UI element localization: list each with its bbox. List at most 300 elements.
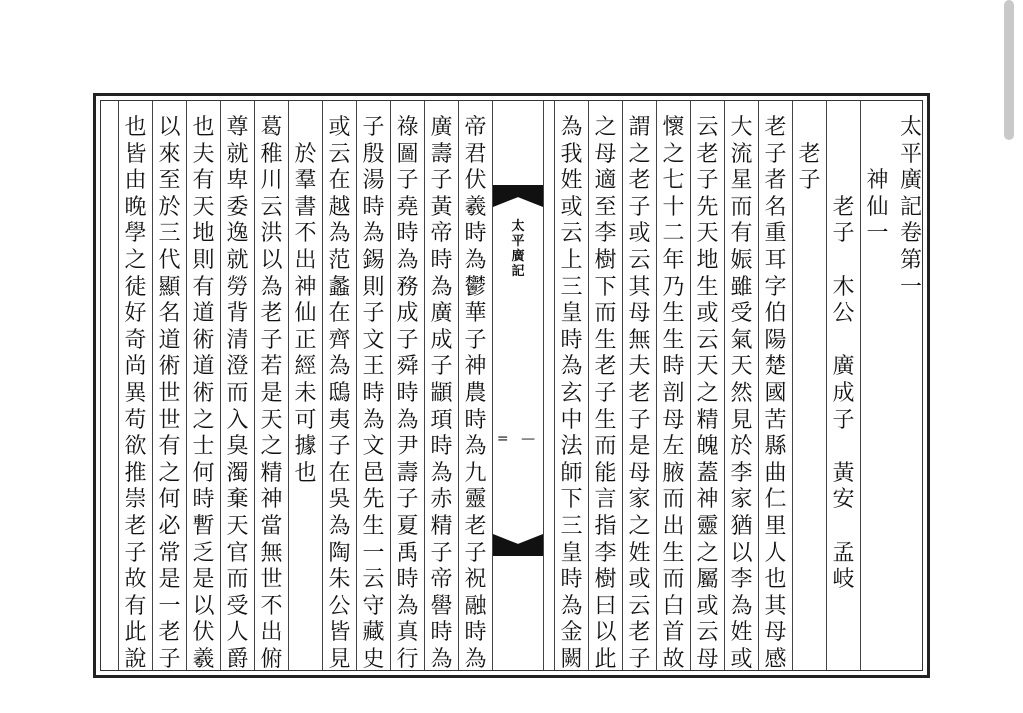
glyph: 人 — [226, 620, 249, 646]
glyph: 成 — [396, 301, 419, 327]
glyph: 堯 — [396, 194, 419, 220]
text-column — [424, 101, 458, 670]
glyph: 吳 — [328, 487, 351, 513]
glyph: 藏 — [362, 620, 385, 646]
glyph: 以 — [594, 620, 617, 646]
glyph: 而 — [662, 567, 685, 593]
glyph: 至 — [158, 168, 181, 194]
glyph: 時 — [662, 354, 685, 380]
glyph: 姓 — [628, 540, 651, 566]
glyph: 岐 — [832, 567, 855, 593]
glyph: 母 — [696, 646, 719, 672]
glyph: 顓 — [430, 380, 453, 406]
glyph: 子 — [158, 646, 181, 672]
glyph: 子 — [628, 646, 651, 672]
glyph: 老 — [464, 513, 487, 539]
glyph: 縣 — [764, 434, 787, 460]
glyph: 母 — [628, 301, 651, 327]
glyph: 為 — [464, 646, 487, 672]
column-text — [900, 115, 922, 301]
glyph: 生 — [362, 513, 385, 539]
glyph: 廣 — [832, 354, 855, 380]
glyph: 星 — [730, 168, 753, 194]
glyph: 是 — [628, 434, 651, 460]
glyph: 出 — [260, 620, 283, 646]
text-segment — [560, 115, 582, 673]
glyph: 神 — [294, 274, 317, 300]
glyph: 為 — [362, 221, 385, 247]
glyph: 而 — [662, 487, 685, 513]
glyph: 世 — [158, 380, 181, 406]
glyph: 無 — [260, 540, 283, 566]
glyph: 川 — [260, 168, 283, 194]
glyph: 精 — [696, 407, 719, 433]
glyph: 此 — [124, 620, 147, 646]
column-text — [730, 115, 752, 673]
glyph: 卷 — [899, 221, 922, 247]
glyph: 家 — [730, 487, 753, 513]
text-column — [588, 101, 622, 670]
book-page — [93, 93, 930, 678]
glyph: 受 — [730, 301, 753, 327]
glyph: 為 — [328, 221, 351, 247]
glyph: 子 — [764, 141, 787, 167]
glyph: 禹 — [396, 540, 419, 566]
glyph: 生 — [594, 407, 617, 433]
glyph: 里 — [764, 513, 787, 539]
glyph: 法 — [560, 434, 583, 460]
glyph: 一 — [362, 540, 385, 566]
text-segment — [328, 115, 350, 673]
glyph: 老 — [260, 301, 283, 327]
glyph: 公 — [832, 301, 855, 327]
glyph: 平 — [899, 141, 922, 167]
glyph: 剖 — [662, 380, 685, 406]
text-column — [458, 101, 492, 670]
glyph: 樹 — [594, 567, 617, 593]
text-segment — [832, 275, 854, 328]
glyph: 澄 — [226, 354, 249, 380]
glyph: 伯 — [764, 301, 787, 327]
glyph: 蠡 — [328, 274, 351, 300]
glyph: 老 — [124, 513, 147, 539]
text-segment — [900, 115, 922, 301]
glyph: 葛 — [260, 115, 283, 140]
glyph: 則 — [192, 247, 215, 273]
glyph: 姓 — [560, 168, 583, 194]
glyph: 年 — [662, 247, 685, 273]
glyph: 生 — [662, 540, 685, 566]
text-segment — [832, 195, 854, 248]
glyph: 言 — [594, 487, 617, 513]
glyph: 楚 — [764, 354, 787, 380]
glyph: 是 — [192, 567, 215, 593]
glyph: 棄 — [226, 487, 249, 513]
glyph: 鴟 — [328, 380, 351, 406]
glyph: 赤 — [430, 487, 453, 513]
glyph: 以 — [260, 247, 283, 273]
glyph: 或 — [628, 221, 651, 247]
glyph: 腋 — [662, 460, 685, 486]
glyph: 子 — [328, 434, 351, 460]
column-text — [260, 115, 282, 673]
text-segment — [832, 354, 854, 434]
glyph: 名 — [764, 194, 787, 220]
glyph: 李 — [594, 221, 617, 247]
glyph: 太 — [899, 115, 922, 140]
text-column — [656, 101, 690, 670]
glyph: 之 — [628, 141, 651, 167]
glyph: 子 — [832, 221, 855, 247]
glyph: 為 — [430, 274, 453, 300]
glyph: 蓋 — [696, 460, 719, 486]
vertical-scrollbar[interactable] — [1004, 0, 1014, 140]
glyph: 一 — [899, 274, 922, 300]
glyph: 第 — [899, 247, 922, 273]
glyph: 能 — [594, 460, 617, 486]
glyph: 在 — [328, 301, 351, 327]
text-segment — [362, 115, 384, 673]
glyph: 經 — [294, 354, 317, 380]
glyph: 老 — [696, 141, 719, 167]
glyph: 人 — [764, 540, 787, 566]
text-segment — [158, 115, 180, 673]
glyph: 融 — [464, 593, 487, 619]
glyph: 先 — [696, 194, 719, 220]
glyph: 於 — [730, 434, 753, 460]
glyph: 云 — [560, 221, 583, 247]
column-text — [560, 115, 582, 673]
text-segment — [730, 115, 752, 673]
glyph: 史 — [362, 646, 385, 672]
page-number: = — — [496, 431, 540, 447]
glyph: 名 — [158, 301, 181, 327]
glyph: 記 — [899, 194, 922, 220]
text-column — [390, 101, 424, 670]
glyph: 苦 — [764, 407, 787, 433]
glyph: 流 — [730, 141, 753, 167]
glyph: 天 — [696, 221, 719, 247]
glyph: 為 — [396, 593, 419, 619]
glyph: 下 — [560, 487, 583, 513]
glyph: 可 — [294, 407, 317, 433]
glyph: 廣 — [430, 301, 453, 327]
glyph: 十 — [662, 194, 685, 220]
glyph: 子 — [464, 540, 487, 566]
text-segment — [124, 115, 146, 673]
text-segment — [226, 115, 248, 673]
glyph: 為 — [396, 407, 419, 433]
glyph: 代 — [158, 247, 181, 273]
column-text — [464, 115, 486, 673]
glyph: 為 — [328, 354, 351, 380]
glyph: 圖 — [396, 141, 419, 167]
glyph: 有 — [124, 593, 147, 619]
text-segment — [832, 461, 854, 514]
glyph: 臭 — [226, 434, 249, 460]
glyph: 子 — [396, 168, 419, 194]
glyph: 太 — [511, 219, 525, 234]
glyph: 下 — [594, 274, 617, 300]
text-column — [860, 101, 894, 670]
glyph: 天 — [696, 354, 719, 380]
glyph: 雖 — [730, 274, 753, 300]
glyph: 見 — [328, 646, 351, 672]
column-text — [696, 115, 718, 673]
glyph: 時 — [396, 380, 419, 406]
glyph: 之 — [124, 247, 147, 273]
glyph: 有 — [730, 221, 753, 247]
glyph: 洪 — [260, 221, 283, 247]
glyph: 者 — [764, 168, 787, 194]
glyph: 子 — [464, 327, 487, 353]
glyph: 當 — [260, 513, 283, 539]
glyph: 為 — [430, 460, 453, 486]
glyph: 李 — [730, 460, 753, 486]
glyph: 故 — [124, 567, 147, 593]
glyph: 時 — [430, 247, 453, 273]
glyph: 見 — [730, 407, 753, 433]
glyph: 仙 — [866, 194, 889, 220]
text-column — [220, 101, 254, 670]
glyph: 三 — [560, 513, 583, 539]
glyph: 靈 — [464, 487, 487, 513]
glyph: 或 — [696, 301, 719, 327]
glyph: 子 — [696, 168, 719, 194]
glyph: 羣 — [294, 168, 317, 194]
glyph: 而 — [594, 301, 617, 327]
glyph: 鬱 — [464, 274, 487, 300]
text-column — [186, 101, 220, 670]
text-segment — [628, 115, 650, 673]
glyph: 子 — [362, 301, 385, 327]
glyph: 伏 — [192, 620, 215, 646]
glyph: 地 — [696, 247, 719, 273]
glyph: 好 — [124, 301, 147, 327]
glyph: 尊 — [226, 115, 249, 140]
glyph: 或 — [328, 115, 351, 140]
glyph: 夏 — [396, 513, 419, 539]
glyph: 世 — [158, 407, 181, 433]
glyph: 娠 — [730, 247, 753, 273]
glyph: 羲 — [192, 646, 215, 672]
glyph: 出 — [662, 513, 685, 539]
glyph: 夫 — [192, 141, 215, 167]
glyph: 故 — [662, 646, 685, 672]
glyph: 精 — [430, 513, 453, 539]
glyph: 老 — [594, 354, 617, 380]
glyph: 母 — [628, 460, 651, 486]
glyph: 云 — [628, 593, 651, 619]
glyph: 大 — [730, 115, 753, 140]
glyph: 老 — [628, 380, 651, 406]
gutter-title-text — [511, 219, 524, 279]
glyph: 以 — [730, 540, 753, 566]
glyph: 天 — [730, 354, 753, 380]
glyph: 推 — [124, 460, 147, 486]
glyph: 其 — [628, 274, 651, 300]
glyph: 靈 — [696, 513, 719, 539]
gutter-book-title — [493, 219, 543, 279]
glyph: 姓 — [730, 620, 753, 646]
text-segment — [832, 541, 854, 594]
glyph: 感 — [764, 646, 787, 672]
text-column — [152, 101, 186, 670]
glyph: 天 — [226, 513, 249, 539]
glyph: 時 — [464, 407, 487, 433]
column-text — [764, 115, 786, 673]
glyph: 士 — [192, 434, 215, 460]
glyph: 地 — [192, 221, 215, 247]
glyph: 在 — [328, 168, 351, 194]
glyph: 爵 — [226, 646, 249, 672]
glyph: 或 — [628, 567, 651, 593]
glyph: 時 — [560, 567, 583, 593]
glyph: 子 — [798, 168, 821, 194]
glyph: 公 — [328, 593, 351, 619]
fish-tail-mark-bottom — [493, 534, 543, 556]
glyph: 陶 — [328, 540, 351, 566]
text-segment — [430, 115, 452, 673]
glyph: 或 — [560, 194, 583, 220]
glyph: 舜 — [396, 354, 419, 380]
glyph: 出 — [294, 247, 317, 273]
glyph: 子 — [628, 407, 651, 433]
glyph: 子 — [832, 407, 855, 433]
glyph: 若 — [260, 354, 283, 380]
fish-tail-mark-top — [493, 185, 543, 207]
glyph: 為 — [464, 434, 487, 460]
glyph: 老 — [764, 115, 787, 140]
glyph: 必 — [158, 513, 181, 539]
glyph: 道 — [192, 301, 215, 327]
glyph: 老 — [798, 141, 821, 167]
glyph: 俯 — [260, 646, 283, 672]
glyph: 先 — [362, 487, 385, 513]
glyph: 老 — [628, 168, 651, 194]
glyph: 老 — [832, 194, 855, 220]
glyph: 時 — [464, 620, 487, 646]
glyph: 為 — [730, 593, 753, 619]
glyph: 子 — [260, 327, 283, 353]
glyph: 我 — [560, 141, 583, 167]
glyph: 子 — [396, 487, 419, 513]
glyph: 據 — [294, 434, 317, 460]
glyph: 文 — [362, 327, 385, 353]
glyph: 書 — [294, 194, 317, 220]
glyph: 懷 — [662, 115, 685, 140]
glyph: 湯 — [362, 168, 385, 194]
glyph: 華 — [464, 301, 487, 327]
text-column — [254, 101, 288, 670]
glyph: 齊 — [328, 327, 351, 353]
glyph: 正 — [294, 327, 317, 353]
glyph: 或 — [730, 646, 753, 672]
glyph: 云 — [362, 567, 385, 593]
glyph: 官 — [226, 540, 249, 566]
glyph: 有 — [158, 434, 181, 460]
glyph: 云 — [628, 247, 651, 273]
glyph: 仁 — [764, 487, 787, 513]
glyph: 重 — [764, 221, 787, 247]
text-column — [554, 101, 588, 670]
glyph: 氣 — [730, 327, 753, 353]
glyph: 陽 — [764, 327, 787, 353]
glyph: 皇 — [560, 301, 583, 327]
glyph: 黃 — [430, 194, 453, 220]
column-text — [124, 115, 146, 673]
glyph: 尹 — [396, 434, 419, 460]
glyph: 欲 — [124, 434, 147, 460]
text-segment — [464, 115, 486, 673]
glyph: 成 — [430, 327, 453, 353]
glyph: 上 — [560, 247, 583, 273]
glyph: 皆 — [328, 620, 351, 646]
glyph: 時 — [396, 221, 419, 247]
column-text — [192, 115, 214, 673]
glyph: 時 — [560, 327, 583, 353]
glyph: 曲 — [764, 460, 787, 486]
glyph: 猶 — [730, 513, 753, 539]
glyph: 帝 — [464, 115, 487, 140]
glyph: 耳 — [764, 247, 787, 273]
column-text — [226, 115, 248, 673]
glyph: 顯 — [158, 274, 181, 300]
glyph: 來 — [158, 141, 181, 167]
text-column — [894, 101, 928, 670]
glyph: 文 — [362, 434, 385, 460]
glyph: 為 — [464, 247, 487, 273]
glyph: 字 — [764, 274, 787, 300]
glyph: 是 — [260, 380, 283, 406]
glyph: 以 — [158, 115, 181, 140]
glyph: 行 — [396, 646, 419, 672]
glyph: 入 — [226, 407, 249, 433]
glyph: 子 — [430, 168, 453, 194]
glyph: 皇 — [560, 540, 583, 566]
glyph: 仙 — [294, 301, 317, 327]
glyph: 神 — [464, 354, 487, 380]
glyph: 祝 — [464, 567, 487, 593]
glyph: 也 — [294, 460, 317, 486]
glyph: 乃 — [662, 274, 685, 300]
glyph: 殷 — [362, 141, 385, 167]
glyph: 皆 — [124, 141, 147, 167]
glyph: 時 — [430, 620, 453, 646]
glyph: 伏 — [464, 168, 487, 194]
glyph: 木 — [832, 274, 855, 300]
glyph: 曰 — [594, 593, 617, 619]
glyph: 勞 — [226, 274, 249, 300]
glyph: 乏 — [192, 540, 215, 566]
text-column — [322, 101, 356, 670]
text-column — [792, 101, 826, 670]
glyph: 嚳 — [430, 593, 453, 619]
glyph: 之 — [158, 460, 181, 486]
glyph: 壽 — [396, 460, 419, 486]
column-text — [158, 115, 180, 673]
glyph: 三 — [560, 274, 583, 300]
text-segment — [662, 115, 684, 673]
glyph: 時 — [362, 380, 385, 406]
glyph: 其 — [764, 593, 787, 619]
text-column — [690, 101, 724, 670]
glyph: 云 — [696, 327, 719, 353]
text-segment — [696, 115, 718, 673]
glyph: 此 — [594, 646, 617, 672]
glyph: 是 — [158, 567, 181, 593]
glyph: 而 — [730, 194, 753, 220]
